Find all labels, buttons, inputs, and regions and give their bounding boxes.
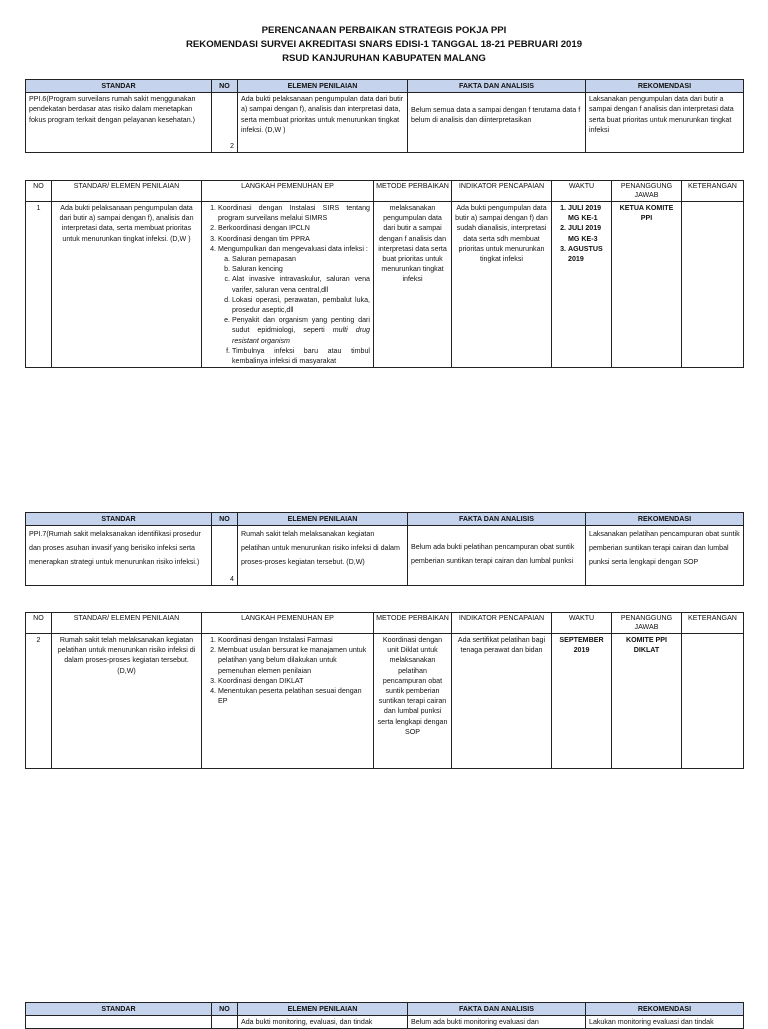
langkah-cell (202, 634, 374, 769)
fakta-cell: Belum semua data a sampai dengan f terutama data f belum di analisis dan diinterpretasikan (408, 93, 586, 153)
langkah-item: 4. Menentukan peserta pelatihan sesuai dengan EP (218, 686, 370, 706)
header-rekomendasi: REKOMENDASI (586, 1003, 744, 1016)
header-no: NO (212, 1003, 238, 1016)
title-line-3: RSUD KANJURUHAN KABUPATEN MALANG (282, 53, 486, 64)
standar-cell (26, 1016, 212, 1029)
waktu-cell (552, 202, 612, 368)
header-standar: STANDAR/ ELEMEN PENILAIAN (52, 613, 202, 634)
header-waktu: WAKTU (552, 181, 612, 202)
standar-cell: Ada bukti pelaksanaan pengumpulan data dari butir a) sampai dengan f), analisis dan interpretasi data, serta membuat prioritas untuk menurunkan tingkat infeksi. (D,W ) (52, 202, 202, 368)
recommendation-table-1 (25, 79, 744, 153)
waktu-item: 2. JULI 2019 MG KE-3 (568, 223, 608, 243)
header-no: NO (26, 181, 52, 202)
sub-item: b. Saluran kencing (232, 264, 370, 274)
recommendation-table-2 (25, 512, 744, 586)
indikator-cell: Ada bukti pengumpulan data butir a) sampai dengan f) dan sudah dianalisis, interpretasi data serta sdh membuat prioritas untuk menurunkan tingkat infeksi (452, 202, 552, 368)
header-metode: METODE PERBAIKAN (374, 181, 452, 202)
header-standar: STANDAR/ ELEMEN PENILAIAN (52, 181, 202, 202)
header-no: NO (212, 513, 238, 526)
header-rekomendasi: REKOMENDASI (586, 80, 744, 93)
standar-cell: PPI.7(Rumah sakit melaksanakan identifikasi prosedur dan proses asuhan invasif yang berisiko infeksi serta menerapkan strategi untuk menurunkan risiko infeksi.) (26, 526, 212, 586)
elemen-cell: Ada bukti monitoring, evaluasi, dan tindak (238, 1016, 408, 1029)
elemen-cell: Rumah sakit telah melaksanakan kegiatan pelatihan untuk menurunkan risiko infeksi di dalam proses-proses kegiatan tersebut. (D,W) (238, 526, 408, 586)
no-cell (212, 1016, 238, 1029)
header-waktu: WAKTU (552, 613, 612, 634)
sub-item: c. Alat invasive intravaskulur, saluran vena varifer, saluran vena central,dll (232, 274, 370, 294)
italic-term: multi drug resistant organism (232, 326, 370, 345)
langkah-item: 2. Membuat usulan bersurat ke manajamen untuk pelatihan yang belum dilakukan untuk pemenuhan elemen penilaian (218, 645, 370, 676)
langkah-item: 3. Koordinasi dengan DIKLAT (218, 676, 370, 686)
langkah-item: 3. Koordinasi dengan tim PPRA (218, 234, 370, 244)
rekomendasi-cell: Lakukan monitoring evaluasi dan tindak (586, 1016, 744, 1029)
header-fakta: FAKTA DAN ANALISIS (408, 1003, 586, 1016)
langkah-item: 1. Koordinasi dengan Instalasi Farmasi (218, 635, 370, 645)
elemen-cell: Ada bukti pelaksanaan pengumpulan data dari butir a) sampai dengan f), analisis dan interpretasi data, serta membuat prioritas untuk menurunkan tingkat infeksi. (D,W ) (238, 93, 408, 153)
header-elemen: ELEMEN PENILAIAN (238, 1003, 408, 1016)
header-langkah: LANGKAH PEMENUHAN EP (202, 181, 374, 202)
header-elemen: ELEMEN PENILAIAN (238, 513, 408, 526)
no-cell: 4 (212, 526, 238, 586)
header-no: NO (212, 80, 238, 93)
no-cell: 2 (26, 634, 52, 769)
indikator-cell: Ada sertifikat pelatihan bagi tenaga perawat dan bidan (452, 634, 552, 769)
langkah-item: 1. Koordinasi dengan Instalasi SIRS tentang program surveilans melalui SIMRS (218, 203, 370, 223)
waktu-cell: SEPTEMBER 2019 (552, 634, 612, 769)
header-fakta: FAKTA DAN ANALISIS (408, 80, 586, 93)
header-penanggung: PENANGGUNG JAWAB (612, 613, 682, 634)
keterangan-cell (682, 202, 744, 368)
no-cell: 1 (26, 202, 52, 368)
metode-cell: melaksanakan pengumpulan data dari butir a sampai dengan f analisis dan interpretasi data serta buat prioritas untuk menurunkan tingkat infeksi (374, 202, 452, 368)
header-standar: STANDAR (26, 513, 212, 526)
title-line-2: REKOMENDASI SURVEI AKREDITASI SNARS EDISI-1 TANGGAL 18-21 PEBRUARI 2019 (185, 39, 583, 50)
header-no: NO (26, 613, 52, 634)
header-elemen: ELEMEN PENILAIAN (238, 80, 408, 93)
no-cell: 2 (212, 93, 238, 153)
plan-table-2 (25, 612, 744, 769)
header-standar: STANDAR (26, 80, 212, 93)
title-line-1: PERENCANAAN PERBAIKAN STRATEGIS POKJA PPI (261, 25, 507, 36)
langkah-item: 2. Berkoordinasi dengan IPCLN (218, 223, 370, 233)
sub-item: d. Lokasi operasi, perawatan, pembalut luka, prosedur aseptic,dll (232, 295, 370, 315)
langkah-item: 4. Mengumpulkan dan mengevaluasi data infeksi : a. Saluran pernapasan b. Saluran kencing c. Alat invasive intravaskulur, saluran vena varifer, saluran vena central,dll d. Lokasi operasi, perawatan, pembalut luka, prosedur aseptic,dll e. Penyakit dan organism yang penting dari sudut epidmiologi, seperti multi drug resistant organism f. Timbulnya infeksi baru atau timbul kembalinya infeksi di masyarakat (218, 244, 370, 366)
document-title (0, 24, 768, 66)
metode-cell: Koordinasi dengan unit Diklat untuk melaksanakan pelatihan pencampuran obat suntik pemberian suntikan terapi cairan dan lumbal punksi serta lengkapi dengan SOP (374, 634, 452, 769)
header-keterangan: KETERANGAN (682, 613, 744, 634)
header-penanggung: PENANGGUNG JAWAB (612, 181, 682, 202)
sub-item: a. Saluran pernapasan (232, 254, 370, 264)
waktu-item: 3. AGUSTUS 2019 (568, 244, 608, 264)
penanggung-cell: KETUA KOMITE PPI (612, 202, 682, 368)
header-langkah: LANGKAH PEMENUHAN EP (202, 613, 374, 634)
header-standar: STANDAR (26, 1003, 212, 1016)
plan-table-1 (25, 180, 744, 368)
header-indikator: INDIKATOR PENCAPAIAN (452, 181, 552, 202)
fakta-cell: Belum ada bukti pelatihan pencampuran obat suntik pemberian suntikan terapi cairan dan lumbal punksi (408, 526, 586, 586)
recommendation-table-3 (25, 1002, 744, 1029)
header-metode: METODE PERBAIKAN (374, 613, 452, 634)
sub-item: f. Timbulnya infeksi baru atau timbul kembalinya infeksi di masyarakat (232, 346, 370, 366)
rekomendasi-cell: Laksanakan pelatihan pencampuran obat suntik pemberian suntikan terapi cairan dan lumbal punksi serta lengkapi dengan SOP (586, 526, 744, 586)
header-rekomendasi: REKOMENDASI (586, 513, 744, 526)
rekomendasi-cell: Laksanakan pengumpulan data dari butir a sampai dengan f analisis dan interpretasi data serta buat prioritas untuk menurunkan tingkat infeksi (586, 93, 744, 153)
header-keterangan: KETERANGAN (682, 181, 744, 202)
penanggung-cell: KOMITE PPI DIKLAT (612, 634, 682, 769)
fakta-cell: Belum ada bukti monitoring evaluasi dan (408, 1016, 586, 1029)
header-indikator: INDIKATOR PENCAPAIAN (452, 613, 552, 634)
waktu-item: 1. JULI 2019 MG KE-1 (568, 203, 608, 223)
standar-cell: PPI.6(Program surveilans rumah sakit menggunakan pendekatan berdasar atas risiko dalam menetapkan fokus program terkait dengan pelayanan kesehatan.) (26, 93, 212, 153)
header-fakta: FAKTA DAN ANALISIS (408, 513, 586, 526)
langkah-cell (202, 202, 374, 368)
keterangan-cell (682, 634, 744, 769)
sub-item: e. Penyakit dan organism yang penting dari sudut epidmiologi, seperti multi drug resistant organism (232, 315, 370, 346)
standar-cell: Rumah sakit telah melaksanakan kegiatan pelatihan untuk menurunkan risiko infeksi di dalam proses-proses kegiatan tersebut. (D,W) (52, 634, 202, 769)
